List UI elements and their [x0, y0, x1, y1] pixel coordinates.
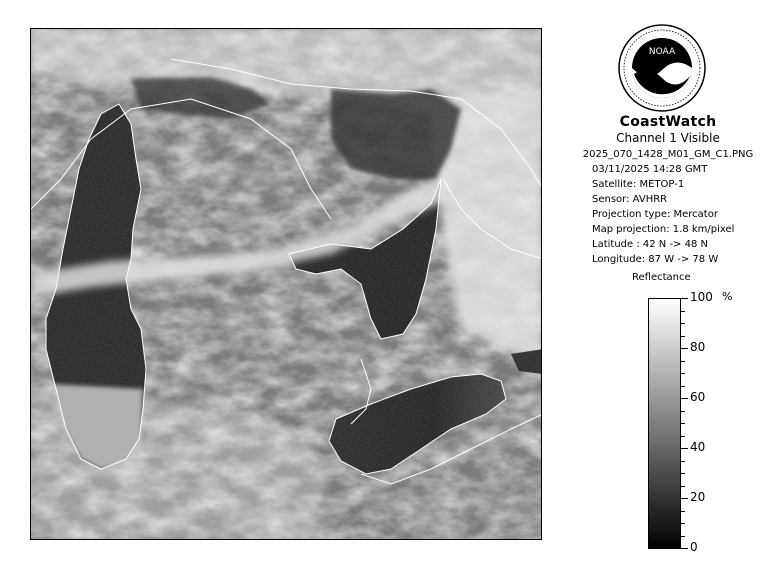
colorbar-minor-tick — [681, 423, 685, 424]
filename-label: 2025_070_1428_M01_GM_C1.PNG — [582, 149, 754, 160]
noaa-logo-icon — [618, 24, 706, 112]
longitude-label: Longitude: 87 W -> 78 W — [592, 254, 719, 265]
colorbar-major-tick — [681, 298, 688, 299]
product-title: CoastWatch — [619, 114, 717, 130]
metadata-panel — [560, 114, 776, 267]
colorbar-minor-tick — [681, 386, 685, 387]
colorbar-minor-tick — [681, 361, 685, 362]
colorbar-minor-tick — [681, 373, 685, 374]
colorbar-tick-label: 20 — [690, 490, 706, 504]
colorbar-minor-tick — [681, 411, 685, 412]
colorbar-minor-tick — [681, 536, 685, 537]
projection-type-label: Projection type: Mercator — [592, 209, 718, 220]
colorbar-minor-tick — [681, 336, 685, 337]
colorbar-minor-tick — [681, 523, 685, 524]
colorbar-minor-tick — [681, 323, 685, 324]
colorbar-major-tick — [681, 348, 688, 349]
colorbar-tick-label: 60 — [690, 390, 706, 404]
legend-title: Reflectance — [632, 272, 691, 283]
map-projection-label: Map projection: 1.8 km/pixel — [592, 224, 735, 235]
colorbar-minor-tick — [681, 473, 685, 474]
colorbar-minor-tick — [681, 311, 685, 312]
colorbar-minor-tick — [681, 436, 685, 437]
satellite-label: Satellite: METOP-1 — [592, 179, 685, 190]
image-texture — [31, 29, 542, 540]
datetime-label: 03/11/2025 14:28 GMT — [592, 164, 708, 175]
colorbar-major-tick — [681, 448, 688, 449]
latitude-label: Latitude : 42 N -> 48 N — [592, 239, 708, 250]
reflectance-colorbar — [648, 298, 681, 549]
legend-unit: % — [722, 290, 733, 303]
colorbar-tick-label: 80 — [690, 340, 706, 354]
colorbar-minor-tick — [681, 486, 685, 487]
colorbar-major-tick — [681, 498, 688, 499]
colorbar-tick-label: 40 — [690, 440, 706, 454]
sensor-label: Sensor: AVHRR — [592, 194, 668, 205]
noaa-logo-text: NOAA — [648, 47, 676, 57]
colorbar-tick-label: 100 — [690, 290, 713, 304]
satellite-image — [30, 28, 542, 540]
colorbar-minor-tick — [681, 461, 685, 462]
channel-subtitle: Channel 1 Visible — [616, 131, 720, 145]
colorbar-major-tick — [681, 398, 688, 399]
colorbar-major-tick — [681, 548, 688, 549]
colorbar-minor-tick — [681, 511, 685, 512]
colorbar-tick-label: 0 — [690, 540, 698, 554]
